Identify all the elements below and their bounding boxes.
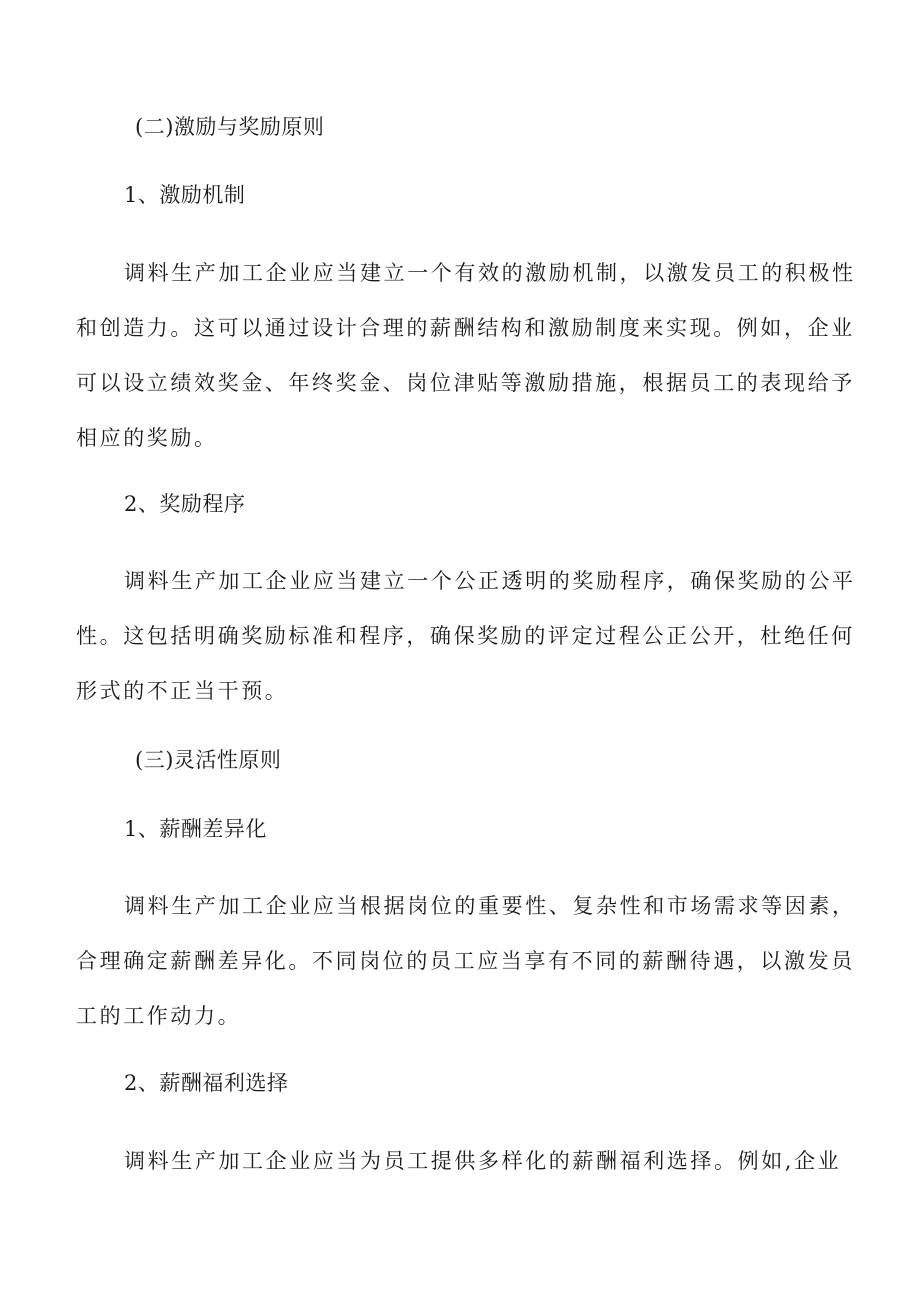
paragraph-line: 调料生产加工企业应当建立一个公正透明的奖励程序，确保奖励的公平: [124, 569, 856, 593]
paragraph-line: 可以设立绩效奖金、年终奖金、岗位津贴等激励措施，根据员工的表现给予: [76, 371, 855, 395]
paragraph-line: 调料生产加工企业应当建立一个有效的激励机制，以激发员工的积极性: [124, 261, 856, 285]
subheading-incentive-mechanism: 1、激励机制: [124, 183, 246, 207]
paragraph-line: 调料生产加工企业应当根据岗位的重要性、复杂性和市场需求等因素，: [124, 894, 856, 918]
subheading-pay-benefit-options: 2、薪酬福利选择: [124, 1071, 289, 1095]
paragraph-line: 相应的奖励。: [76, 426, 218, 450]
paragraph-line: 性。这包括明确奖励标准和程序，确保奖励的评定过程公正公开，杜绝任何: [76, 624, 855, 648]
subheading-pay-differentiation: 1、薪酬差异化: [124, 817, 267, 841]
paragraph-line: 和创造力。这可以通过设计合理的薪酬结构和激励制度来实现。例如，企业: [76, 316, 855, 340]
paragraph-line: 工的工作动力。: [76, 1004, 242, 1028]
paragraph-line: 形式的不正当干预。: [76, 679, 289, 703]
section-heading-incentive-reward: (二)激励与奖励原则: [135, 115, 325, 139]
paragraph-line: 合理确定薪酬差异化。不同岗位的员工应当享有不同的薪酬待遇，以激发员: [76, 949, 855, 973]
subheading-reward-procedure: 2、奖励程序: [124, 492, 246, 516]
section-heading-flexibility: (三)灵活性原则: [135, 748, 282, 772]
paragraph-line: 调料生产加工企业应当为员工提供多样化的薪酬福利选择。例如,企业: [124, 1149, 842, 1173]
